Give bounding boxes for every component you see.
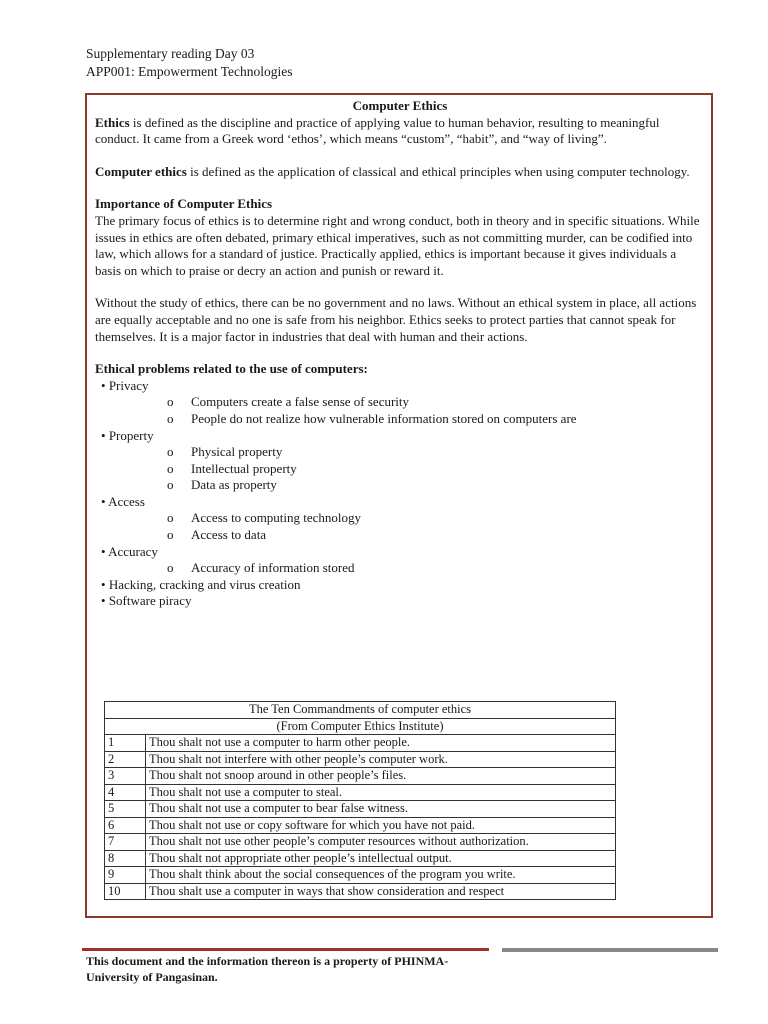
sub-bullet-marker: o	[167, 560, 174, 576]
commandments-source: (From Computer Ethics Institute)	[105, 718, 616, 735]
document-body	[95, 98, 705, 610]
problem-sublist	[101, 394, 705, 427]
sub-bullet-marker: o	[167, 510, 174, 526]
problem-subitem	[167, 527, 705, 544]
problems-heading: Ethical problems related to the use of computers:	[95, 361, 368, 377]
commandment-number: 10	[105, 883, 146, 900]
problem-subitem-text: Access to data	[191, 527, 267, 543]
commandment-text: Thou shalt not use a computer to harm other people.	[146, 735, 616, 752]
commandment-number: 5	[105, 801, 146, 818]
problem-subitem	[167, 444, 705, 461]
commandments-table	[104, 701, 616, 900]
footer-divider-left	[82, 948, 489, 951]
importance-heading: Importance of Computer Ethics	[95, 196, 273, 212]
sub-bullet-marker: o	[167, 410, 174, 426]
sub-bullet-marker: o	[167, 460, 174, 476]
problem-label: • Software piracy	[101, 593, 191, 608]
table-source-row	[105, 718, 616, 735]
commandment-text: Thou shalt not use or copy software for which you have not paid.	[146, 817, 616, 834]
importance-paragraph-2: Without the study of ethics, there can be no government and no laws. Without an ethical system in place, all actions are equally acceptable and no one is safe from his neighbor. Ethics seeks to protect parties that cannot speak for themselves. It is a major factor in industries that deal with human and their actions.	[95, 295, 697, 344]
header-line-2: APP001: Empowerment Technologies	[86, 64, 293, 79]
problem-subitem-text: Physical property	[191, 444, 283, 460]
document-header	[86, 45, 293, 81]
problem-label: • Hacking, cracking and virus creation	[101, 577, 301, 592]
commandment-number: 9	[105, 867, 146, 884]
sub-bullet-marker: o	[167, 527, 174, 543]
table-row	[105, 867, 616, 884]
problem-subitem	[167, 394, 705, 411]
problem-subitem	[167, 477, 705, 494]
commandment-text: Thou shalt not use other people’s computer resources without authorization.	[146, 834, 616, 851]
problem-subitem-text: Intellectual property	[191, 460, 297, 476]
sub-bullet-marker: o	[167, 477, 174, 493]
problem-sublist	[101, 560, 705, 577]
ethics-definition	[95, 115, 705, 148]
document-footer	[86, 953, 506, 985]
commandments-title: The Ten Commandments of computer ethics	[105, 702, 616, 719]
ethics-term: Ethics	[95, 114, 130, 130]
table-row	[105, 751, 616, 768]
commandment-number: 8	[105, 850, 146, 867]
table-row	[105, 768, 616, 785]
problem-subitem-text: Accuracy of information stored	[191, 560, 355, 576]
commandment-text: Thou shalt not snoop around in other people’s files.	[146, 768, 616, 785]
commandment-text: Thou shalt not interfere with other people’s computer work.	[146, 751, 616, 768]
sub-bullet-marker: o	[167, 444, 174, 460]
problem-label: • Accuracy	[101, 544, 158, 559]
document-title: Computer Ethics	[352, 98, 448, 113]
footer-divider-right	[502, 948, 718, 952]
commandment-number: 7	[105, 834, 146, 851]
problem-sublist	[101, 444, 705, 494]
sub-bullet-marker: o	[167, 394, 174, 410]
commandment-text: Thou shalt not use a computer to steal.	[146, 784, 616, 801]
table-row	[105, 735, 616, 752]
problem-item	[95, 593, 705, 610]
table-row	[105, 784, 616, 801]
problem-subitem	[167, 560, 705, 577]
problem-subitem-text: Data as property	[191, 477, 277, 493]
problem-item	[95, 428, 705, 494]
problem-label: • Privacy	[101, 378, 149, 393]
commandment-number: 3	[105, 768, 146, 785]
ethics-definition-text: is defined as the discipline and practice of applying value to human behavior, resulting to meaningful conduct. It came from a Greek word ‘ethos’, which means “custom”, “habit”, and “way of living”.	[95, 114, 660, 147]
footer-line-1: This document and the information thereon is a property of PHINMA-	[86, 954, 449, 968]
table-row	[105, 850, 616, 867]
commandment-number: 1	[105, 735, 146, 752]
footer-line-2: University of Pangasinan.	[86, 970, 218, 984]
table-row	[105, 834, 616, 851]
computer-ethics-definition-text: is defined as the application of classical and ethical principles when using computer technology.	[186, 163, 690, 179]
commandment-text: Thou shalt use a computer in ways that show consideration and respect	[146, 883, 616, 900]
importance-paragraph-1: The primary focus of ethics is to determine right and wrong conduct, both in theory and in specific situations. While issues in ethics are often debated, primary ethical imperatives, such as not committing murder, can be codified into law, which allows for a standard of justice. Practically applied, ethics is important because it gives individuals a basis on which to praise or decry an action and punish or reward it.	[95, 212, 700, 278]
problem-item	[95, 378, 705, 428]
problem-subitem-text: People do not realize how vulnerable information stored on computers are	[191, 410, 577, 426]
table-row	[105, 801, 616, 818]
problem-item	[95, 494, 705, 544]
problem-subitem	[167, 411, 705, 428]
problem-sublist	[101, 510, 705, 543]
problem-subitem	[167, 461, 705, 478]
problem-item	[95, 544, 705, 577]
problems-list	[95, 378, 705, 610]
commandment-text: Thou shalt not use a computer to bear false witness.	[146, 801, 616, 818]
computer-ethics-definition	[95, 164, 705, 181]
problem-subitem-text: Computers create a false sense of security	[191, 394, 410, 410]
table-row	[105, 883, 616, 900]
computer-ethics-term: Computer ethics	[95, 163, 187, 179]
table-row	[105, 817, 616, 834]
table-title-row	[105, 702, 616, 719]
problem-item	[95, 577, 705, 594]
problem-subitem-text: Access to computing technology	[191, 510, 362, 526]
problem-label: • Access	[101, 494, 145, 509]
header-line-1: Supplementary reading Day 03	[86, 46, 255, 61]
commandment-text: Thou shalt not appropriate other people’s intellectual output.	[146, 850, 616, 867]
commandment-number: 4	[105, 784, 146, 801]
problem-label: • Property	[101, 428, 154, 443]
commandment-number: 2	[105, 751, 146, 768]
commandment-number: 6	[105, 817, 146, 834]
commandment-text: Thou shalt think about the social consequences of the program you write.	[146, 867, 616, 884]
problem-subitem	[167, 510, 705, 527]
